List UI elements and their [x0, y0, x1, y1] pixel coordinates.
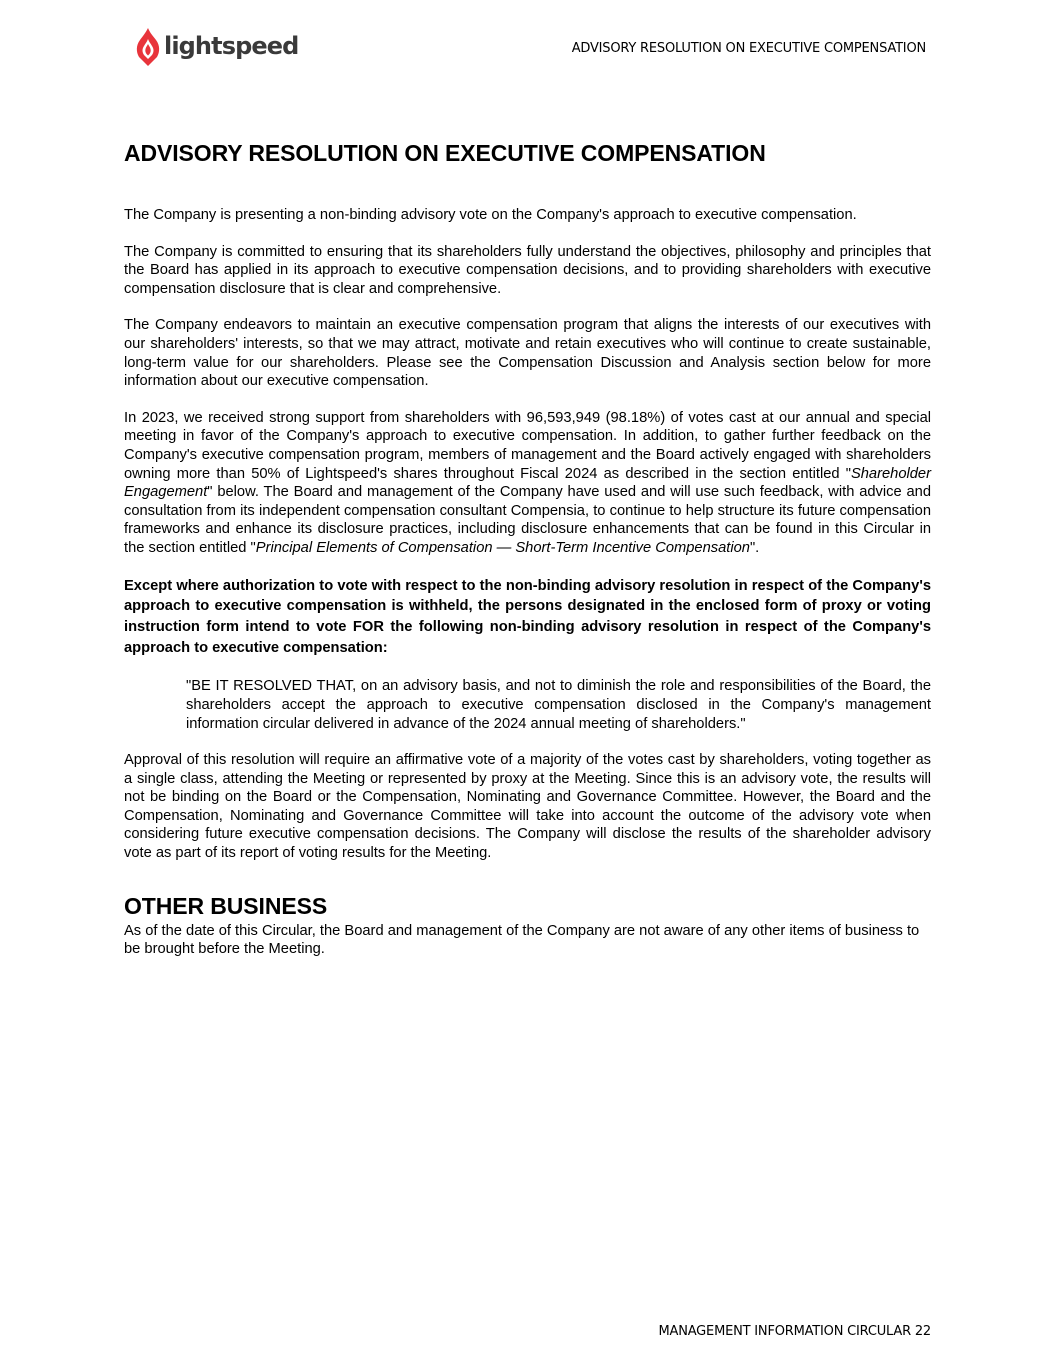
- section-title-other-business: OTHER BUSINESS: [124, 892, 328, 919]
- section-title-advisory: ADVISORY RESOLUTION ON EXECUTIVE COMPENSATION: [124, 140, 766, 166]
- proxy-voting-statement: Except where authorization to vote with respect to the non-binding advisory resolution in respect of the Company's approach to executive compensation is withheld, the persons designated in the enclosed form of proxy or voting instruction form intend to vote FOR the following non-binding advisory resolution in respect of the Company's approach to executive compensation:: [124, 577, 931, 656]
- paragraph: The Company endeavors to maintain an executive compensation program that aligns the interests of our executives with our shareholders' interests, so that we may attract, motivate and retain executives who will continue to create sustainable, long-term value for our shareholders. Please see the Compensation Discussion and Analysis section below for more information about our executive compensation.: [124, 317, 931, 390]
- company-logo: [134, 26, 298, 68]
- flame-icon: [134, 27, 162, 67]
- page-body: [124, 139, 931, 959]
- text-run: In 2023, we received strong support from shareholders with 96,593,949 (98.18%) of votes cast at our annual and special meeting in favor of the Company's approach to executive compensation. In addition, to gather further feedback on the Company's executive compensation program, members of management and the Board actively engaged with shareholders owning more than 50% of Lightspeed's shares throughout Fiscal 2024 as described in the section entitled ": [124, 409, 931, 482]
- paragraph-shareholder-support: [124, 409, 931, 558]
- paragraph: Approval of this resolution will require an affirmative vote of a majority of the votes cast by shareholders, voting together as a single class, attending the Meeting or represented by proxy at the Meeting. Since this is an advisory vote, the results will not be binding on the Board or the Compensation, Nominating and Governance Committee. However, the Board and the Compensation, Nominating and Governance Committee will take into account the outcome of the advisory vote when considering future executive compensation decisions. The Company will disclose the results of the shareholder advisory vote as part of its report of voting results for the Meeting.: [124, 752, 931, 862]
- resolution-quote: "BE IT RESOLVED THAT, on an advisory basis, and not to diminish the role and responsibilities of the Board, the shareholders accept the approach to executive compensation disclosed in the Company's management information circular delivered in advance of the 2024 annual meeting of shareholders.": [186, 678, 931, 732]
- text-run: ".: [749, 539, 760, 556]
- text-run: " below. The Board and management of the Company have used and will use such feedback, with advice and consultation from its independent compensation consultant Compensia, to continue to help structure its future compensation frameworks and enhance its disclosure practices, including disclosure enhancements that can be found in this Circular in the section entitled ": [124, 484, 931, 556]
- paragraph: As of the date of this Circular, the Board and management of the Company are not aware of any other items of business to be brought before the Meeting.: [124, 922, 920, 958]
- running-header: ADVISORY RESOLUTION ON EXECUTIVE COMPENSATION: [571, 41, 926, 56]
- section-reference: Principal Elements of Compensation — Short-Term Incentive Compensation: [255, 539, 750, 556]
- page-footer: MANAGEMENT INFORMATION CIRCULAR 22: [658, 1324, 931, 1339]
- paragraph: The Company is committed to ensuring that its shareholders fully understand the objectives, philosophy and principles that the Board has applied in its approach to executive compensation decisions, and to providing shareholders with executive compensation disclosure that is clear and comprehensive.: [124, 243, 931, 297]
- logo-wordmark: lightspeed: [164, 32, 299, 60]
- section-reference: Shareholder Engagement: [124, 465, 931, 501]
- paragraph: The Company is presenting a non-binding advisory vote on the Company's approach to executive compensation.: [124, 207, 857, 223]
